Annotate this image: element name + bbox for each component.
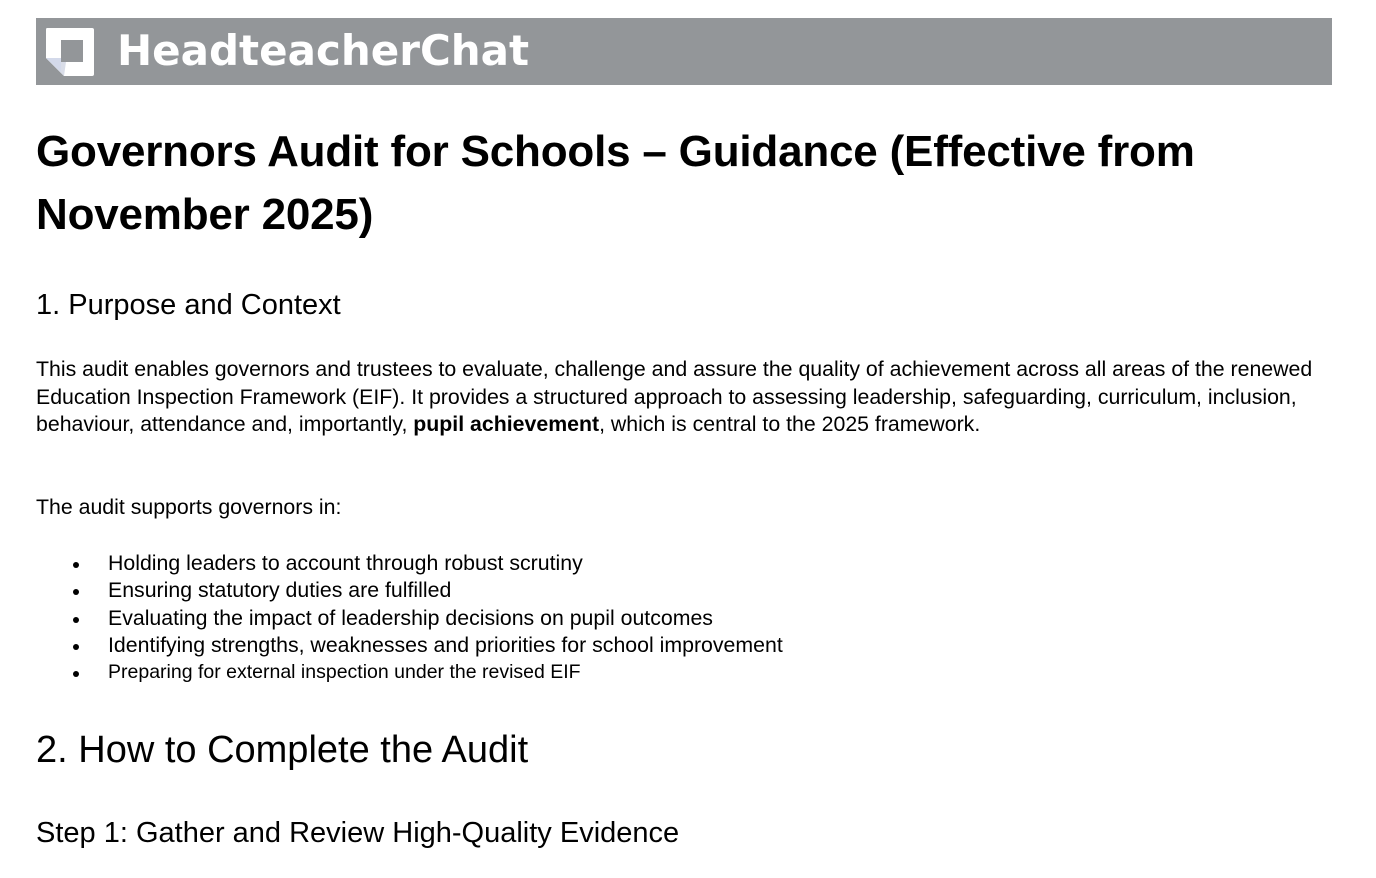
list-item-text: Evaluating the impact of leadership decisions on pupil outcomes bbox=[108, 605, 713, 630]
brand-header-bar bbox=[36, 18, 1332, 85]
section-heading-how-to-complete: 2. How to Complete the Audit bbox=[36, 729, 529, 771]
list-item-text: Preparing for external inspection under the revised EIF bbox=[108, 661, 581, 684]
list-intro: The audit supports governors in: bbox=[36, 495, 342, 519]
document-title: Governors Audit for Schools – Guidance (Effective from November 2025) bbox=[36, 127, 1195, 239]
list-item bbox=[36, 659, 783, 686]
emphasis-pupil-achievement: pupil achievement bbox=[413, 412, 600, 436]
list-item bbox=[36, 550, 783, 577]
list-item bbox=[36, 577, 783, 604]
list-item-text: Identifying strengths, weaknesses and priorities for school improvement bbox=[108, 632, 783, 657]
list-item bbox=[36, 605, 783, 632]
bullet-icon bbox=[73, 589, 79, 595]
supports-list bbox=[36, 550, 783, 686]
section-heading-purpose: 1. Purpose and Context bbox=[36, 289, 341, 321]
list-item-text: Holding leaders to account through robust scrutiny bbox=[108, 551, 583, 575]
purpose-text-start: This audit enables governors and trustees to evaluate, challenge and assure the quality of achievement across all areas of the renewed Education Inspection Framework (EIF). It provides a structured approach to assessing leadership, safeguarding, curriculum, inclusion, behaviour, attendance and, importantly, bbox=[36, 357, 1313, 436]
folded-page-logo-icon bbox=[44, 26, 96, 78]
bullet-icon bbox=[73, 617, 79, 623]
list-item-text: Ensuring statutory duties are fulfilled bbox=[108, 578, 452, 603]
step-1-heading: Step 1: Gather and Review High-Quality Evidence bbox=[36, 817, 680, 849]
list-item bbox=[36, 632, 783, 659]
brand-name: HeadteacherChat bbox=[117, 26, 530, 75]
bullet-icon bbox=[73, 562, 79, 568]
bullet-icon bbox=[73, 671, 79, 677]
purpose-paragraph bbox=[36, 356, 1326, 439]
bullet-icon bbox=[73, 644, 79, 650]
purpose-text-end: , which is central to the 2025 framework. bbox=[599, 412, 981, 436]
